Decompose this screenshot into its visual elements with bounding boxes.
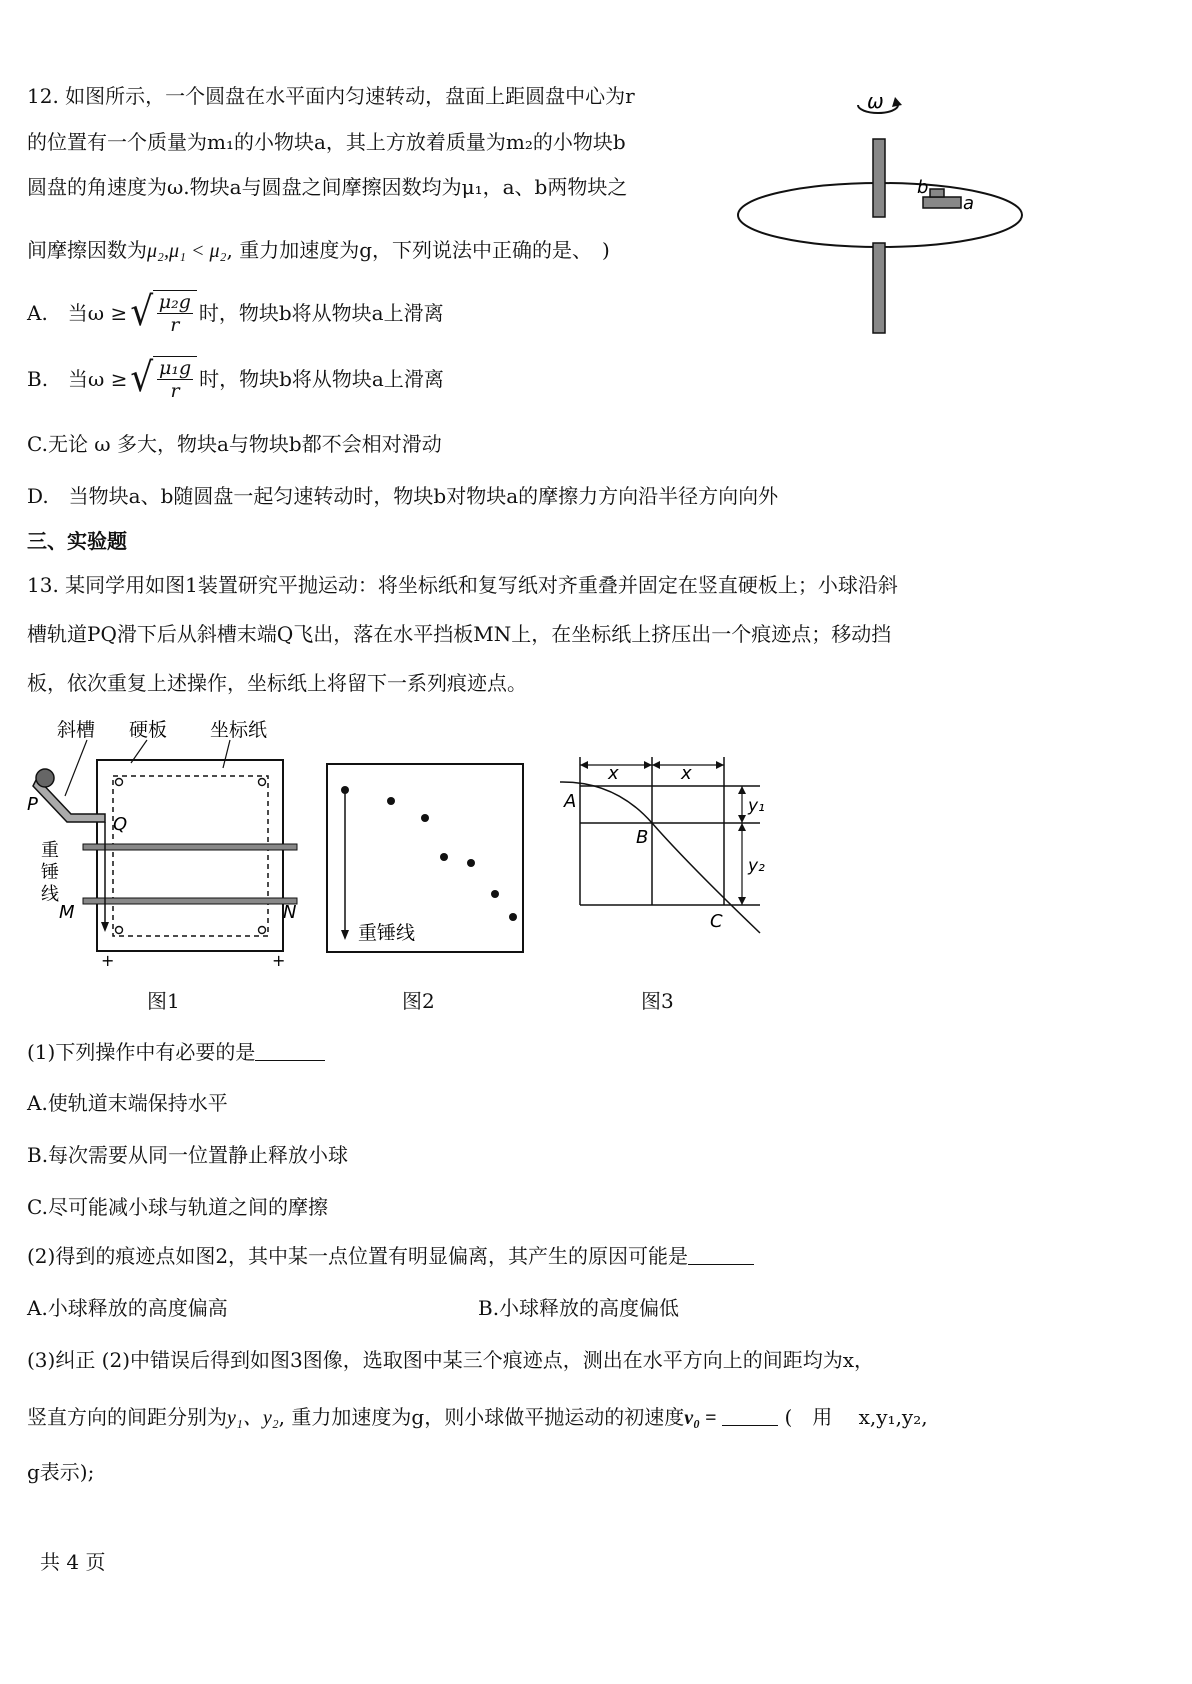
fig3-y2-label: y₂ bbox=[748, 856, 765, 876]
fig1-coordinate-paper bbox=[113, 776, 268, 936]
fig1-P-label: P bbox=[27, 794, 38, 815]
q13-part-2-text: (2)得到的痕迹点如图2，其中某一点位置有明显偏离，其产生的原因可能是 bbox=[27, 1244, 689, 1268]
q13-line-1: 13. 某同学用如图1装置研究平抛运动：将坐标纸和复写纸对齐重叠并固定在竖直硬板上；小球沿斜 bbox=[27, 573, 898, 597]
q12-option-a-sqrt: √ $\frac{\text{μ₂g}}{r}$ bbox=[129, 290, 197, 336]
trace-point bbox=[421, 814, 429, 822]
section-3-title: 三、实验题 bbox=[27, 529, 127, 553]
fig3-trajectory-curve bbox=[560, 782, 760, 933]
q13-part-1-text: (1)下列操作中有必要的是 bbox=[27, 1040, 256, 1064]
q12-option-a bbox=[27, 290, 444, 336]
trace-point bbox=[387, 797, 395, 805]
axle-top bbox=[873, 139, 885, 217]
q13-part-3-y-vars: y₁、y₂ bbox=[227, 1407, 279, 1429]
q12-option-a-label: A. 当ω ≥ bbox=[27, 301, 128, 325]
fig1-hard-board bbox=[97, 760, 283, 951]
q12-line-3: 圆盘的角速度为ω.物块a与圆盘之间摩擦因数均为μ₁，a、b两物块之 bbox=[27, 175, 628, 199]
fig1-paper-label: 坐标纸 bbox=[210, 719, 268, 741]
block-b-label: b bbox=[917, 177, 929, 198]
fig1-chute-leader bbox=[65, 740, 87, 796]
block-b bbox=[930, 189, 944, 197]
q13-part-2-option-b: B.小球释放的高度偏低 bbox=[478, 1296, 680, 1320]
fig1-caption: 图1 bbox=[147, 989, 180, 1013]
q13-part-3-line-1: (3)纠正 (2)中错误后得到如图3图像，选取图中某三个痕迹点，测出在水平方向上的间距均为x， bbox=[27, 1348, 875, 1372]
q13-part-1-option-a: A.使轨道末端保持水平 bbox=[27, 1091, 228, 1115]
fig2-caption: 图2 bbox=[402, 989, 435, 1013]
trace-point bbox=[491, 890, 499, 898]
fig1-N-label: N bbox=[283, 902, 297, 923]
q13-line-2: 槽轨道PQ滑下后从斜槽末端Q飞出，落在水平挡板MN上，在坐标纸上挤压出一个痕迹点；移动挡 bbox=[27, 622, 892, 646]
fig1-board-label: 硬板 bbox=[129, 719, 168, 741]
q13-part-3-v0: v₀ = bbox=[684, 1407, 717, 1429]
axle-bottom bbox=[873, 243, 885, 333]
q13-part-1-option-c: C.尽可能减小球与轨道之间的摩擦 bbox=[27, 1195, 328, 1219]
fig3-caption: 图3 bbox=[641, 989, 674, 1013]
fig3-x2-label: x bbox=[681, 763, 692, 784]
q12-option-d: D. 当物块a、b随圆盘一起匀速转动时，物块b对物块a的摩擦力方向沿半径方向向外 bbox=[27, 484, 779, 508]
q12-option-b-numerator: μ₁g bbox=[158, 357, 192, 379]
fig1-M-label: M bbox=[59, 902, 75, 923]
q12-option-c: C.无论 ω 多大，物块a与物块b都不会相对滑动 bbox=[27, 432, 442, 456]
q12-disk-figure bbox=[730, 85, 1040, 340]
rotation-arrow-head bbox=[892, 97, 902, 107]
fig1-paper-leader bbox=[223, 740, 230, 768]
fig2-frame bbox=[327, 764, 523, 952]
fig1-baffle-mn bbox=[83, 898, 297, 904]
fig1-ball bbox=[36, 769, 54, 787]
q13-part-1-answer-blank[interactable] bbox=[255, 1040, 325, 1061]
q12-line-4 bbox=[27, 236, 610, 265]
trace-point bbox=[341, 786, 349, 794]
q12-line-2: 的位置有一个质量为m₁的小物块a，其上方放着质量为m₂的小物块b bbox=[27, 130, 626, 154]
figure-1-apparatus bbox=[25, 718, 300, 973]
trace-point bbox=[509, 913, 517, 921]
q13-part-1 bbox=[27, 1038, 325, 1066]
fig3-A-label: A bbox=[564, 791, 577, 812]
q13-part-3-pre: 竖直方向的间距分别为 bbox=[27, 1405, 227, 1429]
figure-2-trace-points bbox=[325, 762, 525, 954]
q13-part-3-mid: , 重力加速度为g，则小球做平抛运动的初速度 bbox=[278, 1405, 685, 1429]
q13-part-2-answer-blank[interactable] bbox=[688, 1244, 754, 1265]
omega-label: ω bbox=[867, 89, 884, 113]
q13-line-3: 板，依次重复上述操作，坐标纸上将留下一系列痕迹点。 bbox=[27, 671, 527, 695]
q12-option-a-numerator: μ₂g bbox=[158, 291, 191, 313]
fig1-plumb-label: 重锤线 bbox=[41, 840, 59, 905]
fig3-x1-label: x bbox=[608, 763, 619, 784]
q13-part-1-option-b: B.每次需要从同一位置静止释放小球 bbox=[27, 1143, 349, 1167]
q13-part-3-line-2 bbox=[27, 1403, 928, 1432]
q12-option-b-denominator: r bbox=[170, 380, 180, 402]
q12-option-b-sqrt: √ $\frac{\text{μ₁g}}{r}$ bbox=[129, 356, 197, 402]
fig3-C-label: C bbox=[710, 911, 723, 932]
fig3-y1-label: y₁ bbox=[748, 796, 765, 816]
q12-option-b-label: B. 当ω ≥ bbox=[27, 367, 128, 391]
figure-3-parabola bbox=[560, 755, 800, 935]
q12-friction-relation: μ₂,μ₁ < μ₂ bbox=[147, 240, 227, 262]
block-a-label: a bbox=[963, 193, 975, 214]
q12-option-a-text: 时，物块b将从物块a上滑离 bbox=[198, 301, 444, 325]
q13-part-3-answer-blank[interactable] bbox=[722, 1405, 778, 1426]
fig1-chute-label: 斜槽 bbox=[57, 719, 96, 741]
fig2-plumb-label: 重锤线 bbox=[358, 922, 416, 944]
q12-line-4-post: , 重力加速度为g，下列说法中正确的是、 ) bbox=[226, 238, 610, 262]
q13-part-3-line-3: g表示); bbox=[27, 1460, 95, 1484]
q12-line-1: 12. 如图所示，一个圆盘在水平面内匀速转动，盘面上距圆盘中心为r bbox=[27, 84, 635, 108]
q13-part-2 bbox=[27, 1242, 754, 1270]
q12-option-b-text: 时，物块b将从物块a上滑离 bbox=[199, 367, 444, 391]
svg-text:+: + bbox=[101, 951, 115, 970]
q12-option-a-denominator: r bbox=[170, 314, 180, 336]
page-footer: 共 4 页 bbox=[40, 1550, 106, 1574]
fig1-upper-plate bbox=[83, 844, 297, 850]
q12-line-4-pre: 间摩擦因数为 bbox=[27, 238, 147, 262]
fig1-Q-label: Q bbox=[113, 814, 128, 835]
q13-part-3-post: ( 用 x,y₁,y₂, bbox=[784, 1405, 928, 1429]
trace-point bbox=[467, 859, 475, 867]
svg-text:+: + bbox=[272, 951, 286, 970]
q12-option-b bbox=[27, 356, 444, 402]
block-a bbox=[923, 197, 961, 208]
q13-part-2-option-a: A.小球释放的高度偏高 bbox=[27, 1296, 228, 1320]
fig3-B-label: B bbox=[636, 827, 649, 848]
trace-point-deviant bbox=[440, 853, 448, 861]
